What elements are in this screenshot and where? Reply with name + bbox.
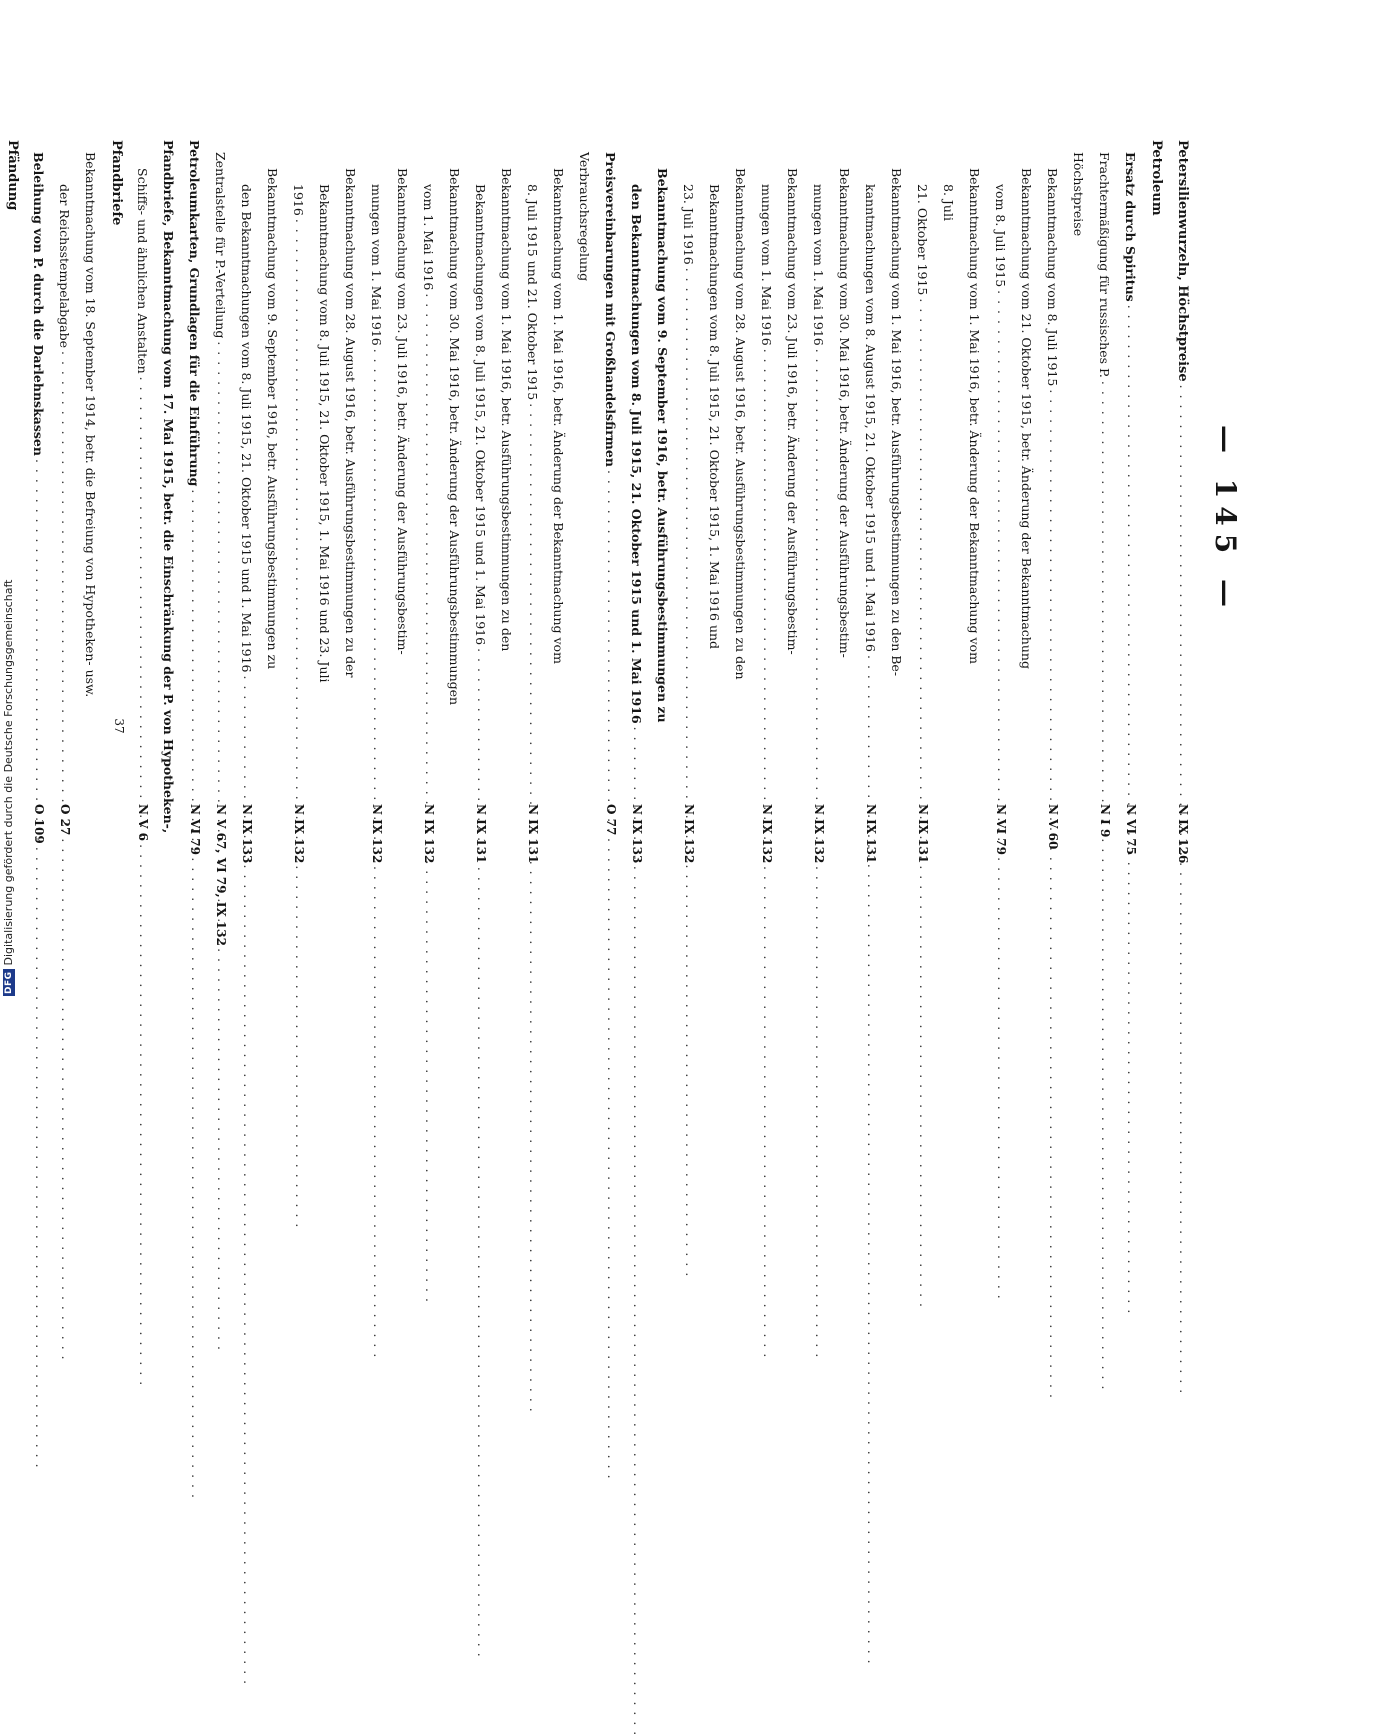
index-entry-reference: O 109 xyxy=(32,804,46,844)
index-entry-text: Bekanntmachung vom 23. Juli 1916, betr. Änderung der Ausführungsbestim- xyxy=(785,168,800,655)
index-entry-text: Bekanntmachung vom 28. August 1916, betr. Ausführungsbestimmungen zu den xyxy=(733,168,748,680)
index-entry-text: Verbrauchsregelung xyxy=(577,152,592,282)
index-entry xyxy=(812,140,838,900)
index-entry-reference: N V 67, VI 79, IX 132 xyxy=(214,804,228,946)
index-entry-text: Schiffs- und ähnlichen Anstalten xyxy=(135,168,150,374)
index-entry xyxy=(682,140,708,900)
index-entry xyxy=(760,140,786,900)
index-entry-reference: N IX 132 xyxy=(812,804,826,864)
index-entry-reference: N IX 131 xyxy=(474,804,488,864)
index-entry xyxy=(1098,140,1124,900)
index-entry-reference: O 77 xyxy=(604,804,618,836)
index-entry-text: Bekanntmachung vom 30. Mai 1916, betr. Änderung der Ausführungsbestimmungen xyxy=(447,168,462,706)
index-entry xyxy=(1072,140,1098,900)
index-entry-text: Bekanntmachung vom 8. Juli 1915 xyxy=(1045,168,1060,387)
index-entry-text: Preisvereinbarungen mit Großhandelsfirmen xyxy=(603,152,618,467)
dot-leader xyxy=(34,459,47,801)
index-entry-text: vom 1. Mai 1916 xyxy=(421,184,436,291)
dot-leader xyxy=(632,727,645,801)
dot-leader xyxy=(216,341,229,801)
index-entry xyxy=(1176,140,1202,900)
index-entry xyxy=(292,140,318,900)
footer-number: 37 xyxy=(112,718,126,734)
index-entry-reference: N IX 133 xyxy=(630,804,644,864)
dot-leader xyxy=(476,648,489,801)
index-entry-text: Bekanntmachung vom 9. September 1916, betr. Ausführungsbestimmungen zu xyxy=(265,168,280,670)
index-entry-reference: N IX 132 xyxy=(292,804,306,864)
index-entry-reference: N VI 75 xyxy=(1124,804,1138,855)
index-entry-text: 8. Juli 1915 und 21. Oktober 1915 xyxy=(525,184,540,401)
index-entry-text: Bekanntmachung vom 1. Mai 1916, betr. Ausführungsbestimmungen zu den Be- xyxy=(889,168,904,677)
index-entry xyxy=(84,140,110,900)
dot-leader xyxy=(138,377,151,801)
index-entry-text: Pfändung xyxy=(5,140,20,211)
index-entry-text: Pfandbriefe, Bekanntmachung vom 17. Mai 1915, betr. die Einschränkung der P. von Hypotheken-, xyxy=(161,140,176,834)
index-entry-text: Bekanntmachung vom 23. Juli 1916, betr. Änderung der Ausführungsbestim- xyxy=(395,168,410,655)
dot-leader xyxy=(424,293,437,801)
index-entry xyxy=(396,140,422,900)
dfg-sidebar-note xyxy=(2,580,15,996)
index-entry-reference: N IX 132 xyxy=(760,804,774,864)
index-entry-reference: N IX 131 xyxy=(916,804,930,864)
dot-leader xyxy=(1126,305,1139,801)
index-entry-text: mungen vom 1. Mai 1916 xyxy=(811,184,826,346)
index-entry xyxy=(578,140,604,900)
index-entry-text: 21. Oktober 1915 xyxy=(915,184,930,296)
dot-leader xyxy=(190,489,203,801)
index-entry xyxy=(448,140,474,900)
index-entry-text: Petroleum xyxy=(1149,140,1164,216)
index-entry xyxy=(1124,140,1150,900)
index-entry-text: Bekanntmachung vom 21. Oktober 1915, betr. Änderung der Bekanntmachung xyxy=(1019,168,1034,669)
index-entry xyxy=(708,140,734,900)
dfg-logo: DFG xyxy=(3,971,14,994)
index-entry xyxy=(474,140,500,900)
index-entry xyxy=(838,140,864,900)
index-entry-text: 8. Juli xyxy=(941,184,956,221)
index-entry-text: mungen vom 1. Mai 1916 xyxy=(369,184,384,346)
index-entry xyxy=(213,140,240,946)
index-entry xyxy=(318,140,344,900)
index-entry-reference: N VI 79 xyxy=(188,804,202,855)
index-entry xyxy=(604,140,630,900)
dot-leader xyxy=(242,676,255,801)
index-entry-text: Bekanntmachung vom 9. September 1916, betr. Ausführungsbestimmungen zu xyxy=(655,168,670,723)
index-entry xyxy=(552,140,578,900)
index-entry-text: Petersilienwurzeln, Höchstpreise xyxy=(1175,140,1190,382)
dot-leader xyxy=(918,298,931,801)
index-entry-reference: N IX 132 xyxy=(682,804,696,864)
index-entry xyxy=(864,140,890,900)
dot-leader xyxy=(762,349,775,801)
index-entry-list xyxy=(0,140,1202,946)
dot-leader xyxy=(814,349,827,801)
index-entry xyxy=(1046,140,1072,900)
index-entry xyxy=(994,140,1020,900)
index-entry-text: Beleihung von P. durch die Darlehnskassen xyxy=(31,152,46,456)
index-entry-text: 1916 xyxy=(291,184,306,216)
dot-leader xyxy=(372,349,385,801)
index-entry-reference: N IX 132 xyxy=(422,804,436,864)
index-entry-text: den Bekanntmachungen vom 8. Juli 1915, 21. Oktober 1915 und 1. Mai 1916 xyxy=(239,184,254,673)
index-entry-text: Bekanntmachungen vom 8. Juli 1915, 21. Oktober 1915, 1. Mai 1916 und xyxy=(707,184,722,650)
index-entry-text: Bekanntmachung vom 8. Juli 1915, 21. Oktober 1915, 1. Mai 1916 und 23. Juli xyxy=(317,184,332,683)
index-entry-reference: N IX 131 xyxy=(864,804,878,864)
index-entry-reference: N V 6 xyxy=(136,804,150,841)
index-entry-text: der Reichsstempelabgabe xyxy=(57,184,72,349)
index-entry-reference: N IX 131 xyxy=(526,804,540,864)
index-entry xyxy=(266,140,292,900)
index-entry-text: Ersatz durch Spiritus xyxy=(1123,152,1138,302)
index-entry-reference: N IX 133 xyxy=(240,804,254,864)
index-entry-text: Petroleumkarten, Grundlagen für die Einführung xyxy=(187,140,202,487)
index-entry-text: Frachtermäßigung für russisches P. xyxy=(1097,152,1112,378)
index-entry-text: Bekanntmachung vom 18. September 1914, betr. die Befreiung von Hypotheken- usw. xyxy=(83,152,98,698)
index-entry xyxy=(110,140,136,900)
dfg-note-text: Digitalisierung gefördert durch die Deutsche Forschungsgemeinschaft xyxy=(2,579,15,966)
index-entry xyxy=(630,140,656,900)
dot-leader xyxy=(294,219,307,801)
index-entry-reference: N IX 132 xyxy=(370,804,384,864)
index-entry xyxy=(942,140,968,900)
dot-leader xyxy=(1048,389,1061,801)
index-entry xyxy=(1150,140,1176,900)
index-entry-text: Pfandbriefe xyxy=(109,140,124,226)
index-entry-text: vom 8. Juli 1915 xyxy=(993,184,1008,288)
dot-leader xyxy=(528,403,541,801)
index-entry xyxy=(136,140,162,900)
index-entry xyxy=(890,140,916,900)
page-number: — 145 — xyxy=(1209,425,1242,615)
index-entry xyxy=(370,140,396,900)
index-entry xyxy=(58,140,84,900)
index-entry-text: Zentralstelle für P.-Verteilung xyxy=(213,152,228,339)
index-entry xyxy=(916,140,942,900)
index-entry-text: Höchstpreise xyxy=(1071,152,1086,237)
index-entry xyxy=(500,140,526,900)
index-entry xyxy=(32,140,58,900)
dot-leader xyxy=(866,655,879,801)
dot-leader xyxy=(996,290,1009,801)
index-entry-text: Bekanntmachung vom 1. Mai 1916, betr. Ausführungsbestimmungen zu den xyxy=(499,168,514,652)
index-entry-reference: N IX 126 xyxy=(1176,804,1190,864)
index-entry-reference: O 27 xyxy=(58,804,72,836)
index-entry xyxy=(526,140,552,900)
index-entry-text: mungen vom 1. Mai 1916 xyxy=(759,184,774,346)
index-entry xyxy=(240,140,266,900)
index-entry xyxy=(162,140,188,900)
index-entry xyxy=(968,140,994,900)
index-entry-text: kanntmachungen vom 8. August 1915, 21. Oktober 1915 und 1. Mai 1916 xyxy=(863,184,878,653)
index-entry xyxy=(422,140,448,900)
index-entry xyxy=(188,140,214,900)
index-entry-text: 23. Juli 1916 xyxy=(681,184,696,265)
index-entry-text: Bekanntmachung vom 1. Mai 1916, betr. Änderung der Bekanntmachung vom xyxy=(967,168,982,664)
dot-leader xyxy=(1100,381,1113,801)
index-entry xyxy=(344,140,370,900)
index-entry-reference: N VI 79 xyxy=(994,804,1008,855)
dot-leader xyxy=(60,351,73,801)
dot-leader xyxy=(606,470,619,801)
index-entry xyxy=(1020,140,1046,900)
dot-leader xyxy=(684,268,697,801)
index-entry-reference: N I 9 xyxy=(1098,804,1112,838)
index-entry-text: den Bekanntmachungen vom 8. Juli 1915, 21. Oktober 1915 und 1. Mai 1916 xyxy=(629,184,644,724)
index-entry-text: Bekanntmachung vom 30. Mai 1916, betr. Änderung der Ausführungsbestim- xyxy=(837,168,852,658)
index-entry xyxy=(786,140,812,900)
index-entry xyxy=(656,140,682,900)
index-entry xyxy=(734,140,760,900)
index-entry-text: Bekanntmachung vom 28. August 1916, betr. Ausführungsbestimmungen zu der xyxy=(343,168,358,678)
index-entry-reference: N V 60 xyxy=(1046,804,1060,850)
dot-leader xyxy=(1178,385,1191,801)
index-entry-text: Bekanntmachungen vom 8. Juli 1915, 21. Oktober 1915 und 1. Mai 1916 xyxy=(473,184,488,646)
index-entry-text: Bekanntmachung vom 1. Mai 1916, betr. Änderung der Bekanntmachung vom xyxy=(551,168,566,664)
